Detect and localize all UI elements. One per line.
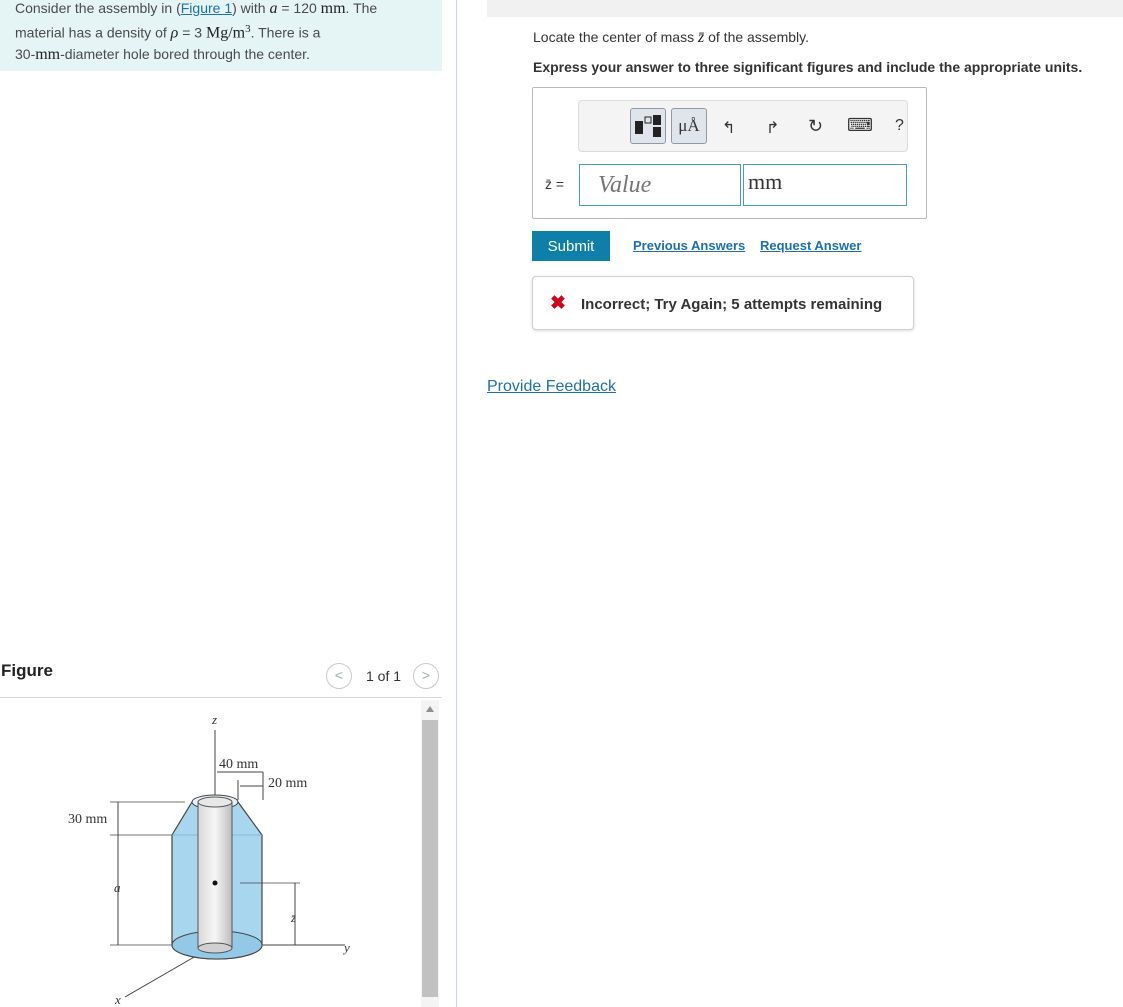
- rho-exponent: 3: [245, 23, 251, 35]
- problem-text: -diameter hole bored through the center.: [60, 45, 310, 62]
- incorrect-icon: ✖: [550, 293, 566, 314]
- redo-icon[interactable]: ↱: [766, 120, 780, 137]
- problem-text: = 3: [178, 24, 206, 41]
- a-unit: mm: [320, 0, 346, 17]
- value-input[interactable]: [579, 164, 741, 206]
- figure-title: Figure: [1, 661, 53, 680]
- zbar-variable: z̄: [697, 29, 705, 46]
- part-question: [533, 29, 809, 47]
- problem-text: material has a density of: [15, 24, 171, 41]
- provide-feedback-link[interactable]: Provide Feedback: [487, 378, 616, 395]
- rho-variable: ρ: [170, 24, 179, 42]
- x-axis-label: x: [115, 992, 121, 1007]
- problem-text: ) with: [232, 0, 270, 16]
- scroll-up-arrow[interactable]: [426, 706, 434, 712]
- a-variable: a: [269, 0, 278, 17]
- y-axis-label: y: [344, 940, 350, 955]
- dim-zbar-label: z̄: [291, 911, 296, 925]
- bored-hole: [198, 802, 232, 948]
- hole-bottom: [198, 943, 232, 953]
- problem-line-3: [15, 44, 427, 65]
- prev-figure-button[interactable]: <: [326, 663, 352, 689]
- problem-statement: [0, 0, 442, 71]
- center-of-mass-dot: [213, 881, 218, 886]
- request-answer-link[interactable]: Request Answer: [760, 238, 862, 253]
- unit-input[interactable]: mm: [743, 164, 907, 206]
- hole-top: [198, 797, 232, 807]
- rho-unit: Mg/m: [205, 24, 246, 42]
- question-text: Locate the center of mass: [533, 29, 698, 45]
- answer-box: [532, 87, 927, 219]
- figure-pager: 1 of 1: [366, 668, 402, 684]
- feedback-box: [532, 276, 914, 330]
- assembly-figure: [0, 700, 418, 1007]
- z-axis-label: z: [212, 712, 218, 727]
- dim-20-label: 20 mm: [268, 776, 308, 791]
- feedback-text: Incorrect; Try Again; 5 attempts remaining: [581, 296, 883, 313]
- dim-a-label: a: [114, 880, 121, 895]
- submit-button[interactable]: Submit: [532, 231, 610, 261]
- question-text: of the assembly.: [704, 29, 810, 45]
- problem-line-2: [15, 19, 427, 44]
- problem-text: Consider the assembly in (: [15, 0, 181, 16]
- problem-text: . The: [345, 0, 378, 16]
- dim-30-label: 30 mm: [68, 812, 108, 827]
- zbar-label: z̄ =: [545, 176, 565, 192]
- units-button[interactable]: μÅ: [671, 108, 707, 144]
- hole-unit: mm: [35, 45, 61, 63]
- math-toolbar: [578, 100, 908, 152]
- figure-link[interactable]: Figure 1: [180, 0, 233, 16]
- problem-text: = 120: [277, 0, 321, 16]
- undo-icon[interactable]: ↰: [722, 120, 736, 137]
- reset-icon[interactable]: ↻: [808, 116, 824, 136]
- panel-divider: [456, 0, 457, 1007]
- answer-instruction: Express your answer to three significant figures and include the appropriate units.: [533, 59, 1083, 75]
- templates-icon: [631, 109, 665, 143]
- templates-button[interactable]: [630, 108, 666, 144]
- previous-answers-link[interactable]: Previous Answers: [633, 238, 746, 253]
- help-icon[interactable]: ?: [895, 117, 904, 134]
- part-header-strip: [487, 0, 1123, 17]
- dim-40-label: 40 mm: [219, 757, 259, 772]
- problem-text: . There is a: [250, 24, 321, 41]
- next-figure-button[interactable]: >: [413, 663, 439, 689]
- problem-line-1: [15, 0, 427, 19]
- figure-scroll-thumb[interactable]: [422, 720, 438, 997]
- figure-divider: [0, 697, 442, 698]
- keyboard-icon[interactable]: ⌨: [847, 115, 873, 135]
- problem-text: 30-: [15, 45, 36, 62]
